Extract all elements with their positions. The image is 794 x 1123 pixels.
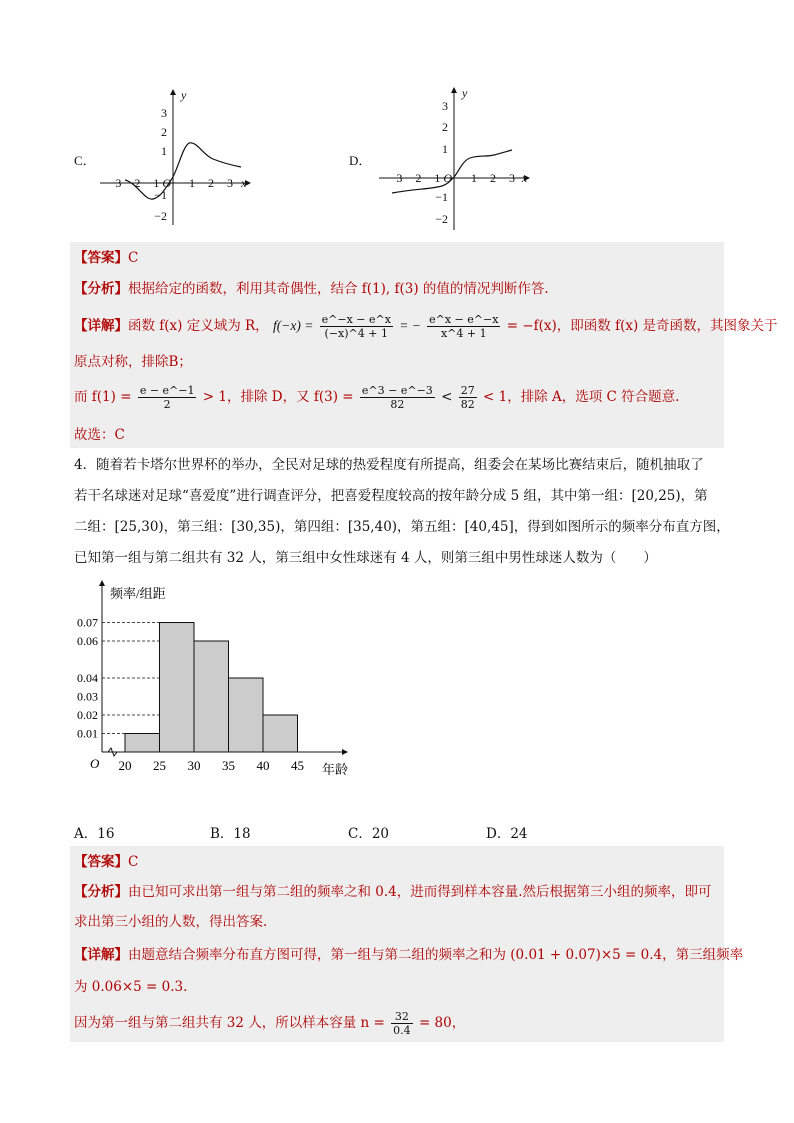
y-axis-arrow-icon bbox=[99, 580, 105, 586]
fraction-denominator: 0.4 bbox=[393, 1024, 411, 1037]
frequency-histogram bbox=[77, 578, 380, 783]
detail-text: 由题意结合频率分布直方图可得，第一组与第二组的频率之和为 (0.01 + 0.07)×5 = 0.4，第三组频率 bbox=[128, 947, 744, 963]
y-axis-arrow-icon bbox=[451, 87, 457, 93]
histogram-bar bbox=[263, 715, 298, 752]
fraction bbox=[427, 313, 500, 340]
y-tick: −2 bbox=[154, 209, 167, 223]
x-tick: 1 bbox=[189, 176, 195, 190]
detail-text: < 1，排除 A，选项 C 符合题意. bbox=[483, 389, 680, 405]
histogram-x-tick-label: 30 bbox=[187, 758, 201, 773]
q4-detail-line2: 为 0.06×5 = 0.3. bbox=[74, 979, 188, 995]
x-tick: −3 bbox=[389, 171, 403, 185]
fraction-numerator: e^−x − e^x bbox=[321, 313, 391, 326]
detail-text: = 80， bbox=[418, 1015, 466, 1031]
histogram-y-tick-label: 0.06 bbox=[77, 634, 98, 648]
q4-answer bbox=[74, 852, 138, 872]
answer-tag: 【答案】 bbox=[74, 250, 128, 266]
analysis-text: 根据给定的函数，利用其奇偶性，结合 f(1), f(3) 的值的情况判断作答. bbox=[128, 281, 549, 297]
option-d-label: D． bbox=[349, 153, 372, 168]
x-tick: −2 bbox=[127, 176, 141, 190]
fraction-numerator: e − e^−1 bbox=[139, 384, 195, 397]
x-axis-label: x bbox=[522, 171, 528, 185]
histogram-x-label: 年龄 bbox=[322, 762, 349, 777]
x-axis-label: x bbox=[241, 176, 247, 190]
histogram-y-tick-label: 0.07 bbox=[77, 615, 98, 630]
fraction-denominator: 2 bbox=[163, 398, 171, 411]
answer-tag: 【答案】 bbox=[74, 854, 128, 870]
math-expr: f(−x) = bbox=[272, 318, 314, 333]
histogram-y-tick-label: 0.04 bbox=[77, 671, 98, 685]
x-tick: −1 bbox=[427, 171, 441, 185]
q3-conclusion: 故选：C bbox=[74, 427, 125, 443]
y-tick: 3 bbox=[442, 99, 448, 113]
y-tick: 3 bbox=[161, 106, 167, 120]
fraction-denominator: (−x)^4 + 1 bbox=[324, 327, 388, 340]
q4-line3: 二组：[25,30)，第三组：[30,35)，第四组：[35,40)，第五组：[40,45]，得到如图所示的频率分布直方图， bbox=[74, 519, 730, 535]
option-a[interactable]: A．16 bbox=[74, 826, 115, 842]
y-axis-arrow-icon bbox=[170, 89, 176, 95]
y-tick: 1 bbox=[161, 144, 167, 158]
analysis-text: 由已知可求出第一组与第二组的频率之和 0.4，进而得到样本容量.然后根据第三小组的频率，即可 bbox=[128, 884, 712, 900]
detail-text: > 1，排除 D，又 f(3) = bbox=[202, 389, 354, 405]
fraction-numerator: e^x − e^−x bbox=[429, 313, 499, 326]
x-tick: −1 bbox=[146, 176, 160, 190]
histogram-bar bbox=[160, 623, 195, 753]
histogram-bar bbox=[194, 641, 229, 752]
y-tick: −2 bbox=[435, 212, 448, 226]
histogram-bar bbox=[229, 678, 264, 752]
detail-text: 而 f(1) = bbox=[74, 389, 132, 405]
option-b[interactable]: B．18 bbox=[210, 826, 251, 842]
q3-detail-line2: 原点对称，排除B； bbox=[74, 354, 192, 370]
option-c[interactable]: C．20 bbox=[348, 826, 390, 842]
option-d-graph bbox=[374, 85, 534, 235]
detail-text: = −f(x)，即函数 f(x) 是奇函数，其图象关于 bbox=[506, 318, 778, 334]
y-tick: 1 bbox=[442, 142, 448, 156]
histogram-x-tick-label: 40 bbox=[256, 758, 270, 773]
histogram-bar bbox=[125, 734, 160, 753]
fraction bbox=[360, 384, 435, 411]
fraction bbox=[138, 384, 197, 411]
y-tick: −1 bbox=[154, 188, 167, 202]
histogram-origin: O bbox=[90, 756, 100, 771]
x-tick: 2 bbox=[490, 171, 496, 185]
histogram-y-label: 频率/组距 bbox=[110, 586, 166, 601]
origin-label: O bbox=[443, 171, 452, 185]
x-tick: 3 bbox=[509, 171, 515, 185]
histogram-y-tick-label: 0.01 bbox=[77, 726, 98, 741]
x-tick: 3 bbox=[227, 176, 233, 190]
y-axis-label: y bbox=[462, 86, 468, 100]
analysis-tag: 【分析】 bbox=[74, 281, 128, 297]
fraction-numerator: e^3 − e^−3 bbox=[361, 384, 433, 397]
histogram-x-tick-label: 20 bbox=[118, 758, 132, 773]
answer-value: C bbox=[128, 250, 139, 266]
detail-tag: 【详解】 bbox=[74, 318, 128, 334]
y-tick: 2 bbox=[442, 120, 448, 134]
q3-solution-block bbox=[70, 242, 724, 448]
q4-analysis-line2: 求出第三小组的人数，得出答案. bbox=[74, 914, 268, 930]
x-tick: 1 bbox=[471, 171, 477, 185]
x-tick: 2 bbox=[208, 176, 214, 190]
histogram-y-tick-label: 0.03 bbox=[77, 689, 98, 704]
analysis-tag: 【分析】 bbox=[74, 884, 128, 900]
histogram-x-tick-label: 45 bbox=[291, 758, 304, 773]
q4-line2: 若干名球迷对足球“喜爱度”进行调查评分，把喜爱程度较高的按年龄分成 5 组，其中第一组：[20,25)，第 bbox=[74, 488, 708, 504]
fraction bbox=[391, 1010, 413, 1037]
histogram-x-tick-label: 25 bbox=[153, 758, 166, 773]
detail-tag: 【详解】 bbox=[74, 947, 128, 963]
fraction bbox=[320, 313, 393, 340]
q3-detail-line3 bbox=[74, 384, 679, 411]
curve-c bbox=[125, 143, 241, 199]
fraction-denominator: 82 bbox=[460, 398, 475, 411]
option-c-label: C． bbox=[74, 153, 96, 168]
q3-answer bbox=[74, 248, 138, 268]
origin-label: O bbox=[162, 176, 171, 190]
math-expr: = − bbox=[399, 318, 421, 333]
q4-detail-line1 bbox=[74, 945, 743, 965]
y-axis-label: y bbox=[181, 88, 187, 102]
x-axis-arrow-icon bbox=[342, 749, 348, 755]
detail-text: 因为第一组与第二组共有 32 人，所以样本容量 n = bbox=[74, 1015, 385, 1031]
fraction-numerator: 32 bbox=[391, 1010, 413, 1024]
q4-line4: 已知第一组与第二组共有 32 人，第三组中女性球迷有 4 人，则第三组中男性球迷人数为（ ） bbox=[74, 550, 657, 566]
fraction-denominator: x^4 + 1 bbox=[440, 327, 487, 340]
q3-detail-line1 bbox=[74, 313, 778, 340]
q4-detail-line3 bbox=[74, 1010, 465, 1037]
fraction bbox=[459, 384, 477, 411]
y-tick: −1 bbox=[435, 190, 448, 204]
x-tick: −2 bbox=[408, 171, 422, 185]
histogram-x-tick-label: 35 bbox=[222, 758, 235, 773]
option-d[interactable]: D．24 bbox=[486, 826, 528, 842]
histogram-y-tick-label: 0.02 bbox=[77, 708, 98, 722]
detail-text: 函数 f(x) 定义域为 R， bbox=[128, 318, 269, 334]
fraction-denominator: 82 bbox=[390, 398, 405, 411]
q3-analysis bbox=[74, 279, 549, 299]
option-c-graph bbox=[95, 85, 255, 235]
y-tick: 2 bbox=[161, 125, 167, 139]
answer-value: C bbox=[128, 854, 139, 870]
math-expr: < bbox=[441, 389, 453, 405]
x-tick: −3 bbox=[108, 176, 122, 190]
fraction-numerator: 27 bbox=[460, 384, 475, 397]
q4-analysis-line1 bbox=[74, 882, 712, 902]
q4-line1: 4．随着若卡塔尔世界杯的举办，全民对足球的热爱程度有所提高，组委会在某场比赛结束后，随机抽取了 bbox=[74, 457, 704, 473]
